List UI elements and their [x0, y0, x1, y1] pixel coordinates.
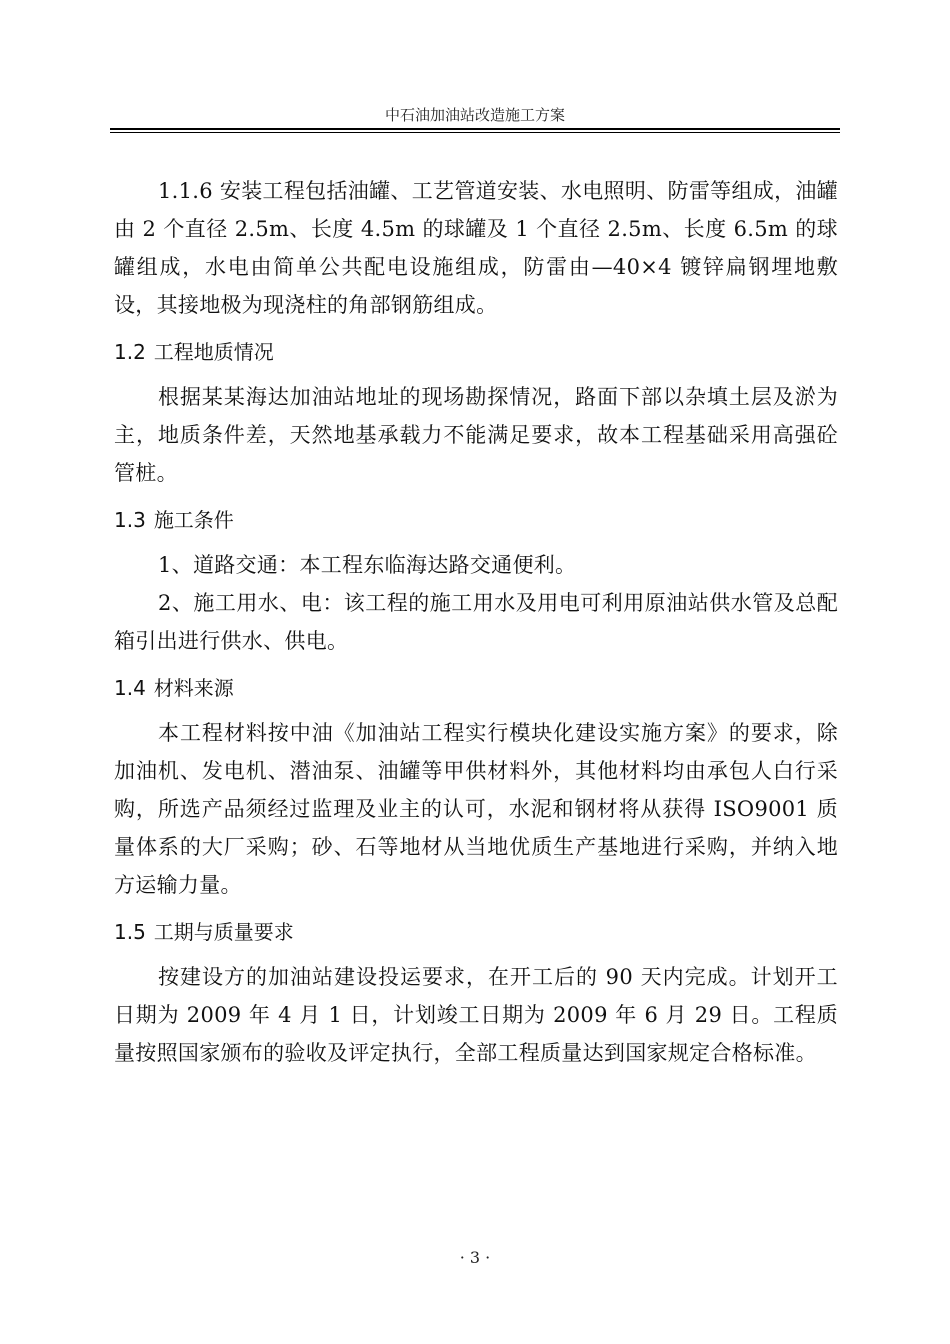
section-title: 材料来源	[153, 676, 234, 700]
section-title: 施工条件	[153, 508, 234, 532]
paragraph-water-power: 2、施工用水、电：该工程的施工用水及用电可利用原油站供水管及总配箱引出进行供水、供电。	[114, 591, 838, 653]
paragraph-materials: 本工程材料按中油《加油站工程实行模块化建设实施方案》的要求，除加油机、发电机、潜油泵、油罐等甲供材料外，其他材料均由承包人白行采购，所选产品须经过监理及业主的认可，水泥和钢材将从获得 ISO9001 质量体系的大厂采购；砂、石等地材从当地优质生产基地进行采购，并纳入地方运输力量。	[114, 721, 838, 897]
section-heading-1-5	[114, 918, 838, 946]
section-number: 1.4	[114, 676, 146, 700]
running-header: 中石油加油站改造施工方案	[384, 106, 565, 124]
paragraph-traffic: 1、道路交通：本工程东临海达路交通便利。	[158, 553, 577, 577]
page-number: · 3 ·	[459, 1248, 491, 1267]
section-heading-1-3	[114, 506, 838, 534]
header-rule-thick	[110, 128, 840, 130]
section-heading-1-4	[114, 674, 838, 702]
section-number: 1.3	[114, 508, 146, 532]
header-rule-thin	[110, 132, 840, 133]
section-heading-1-2	[114, 338, 838, 366]
section-title: 工程地质情况	[153, 340, 274, 364]
section-number: 1.5	[114, 920, 146, 944]
paragraph-1-1-6: 1.1.6 安装工程包括油罐、工艺管道安装、水电照明、防雷等组成，油罐由 2 个直径 2.5m、长度 4.5m 的球罐及 1 个直径 2.5m、长度 6.5m 的球罐组成，水电由简单公共配电设施组成，防雷由—40×4 镀锌扁钢埋地敷设，其接地极为现浇柱的角部钢筋组成。	[114, 179, 838, 317]
paragraph-schedule-quality: 按建设方的加油站建设投运要求，在开工后的 90 天内完成。计划开工日期为 2009 年 4 月 1 日，计划竣工日期为 2009 年 6 月 29 日。工程质量按照国家颁布的验收及评定执行，全部工程质量达到国家规定合格标准。	[114, 965, 838, 1065]
paragraph-geology: 根据某某海达加油站地址的现场勘探情况，路面下部以杂填土层及淤为主，地质条件差，天然地基承载力不能满足要求，故本工程基础采用高强砼管桩。	[114, 385, 838, 485]
document-body	[114, 172, 838, 1072]
section-title: 工期与质量要求	[153, 920, 294, 944]
section-number: 1.2	[114, 340, 146, 364]
